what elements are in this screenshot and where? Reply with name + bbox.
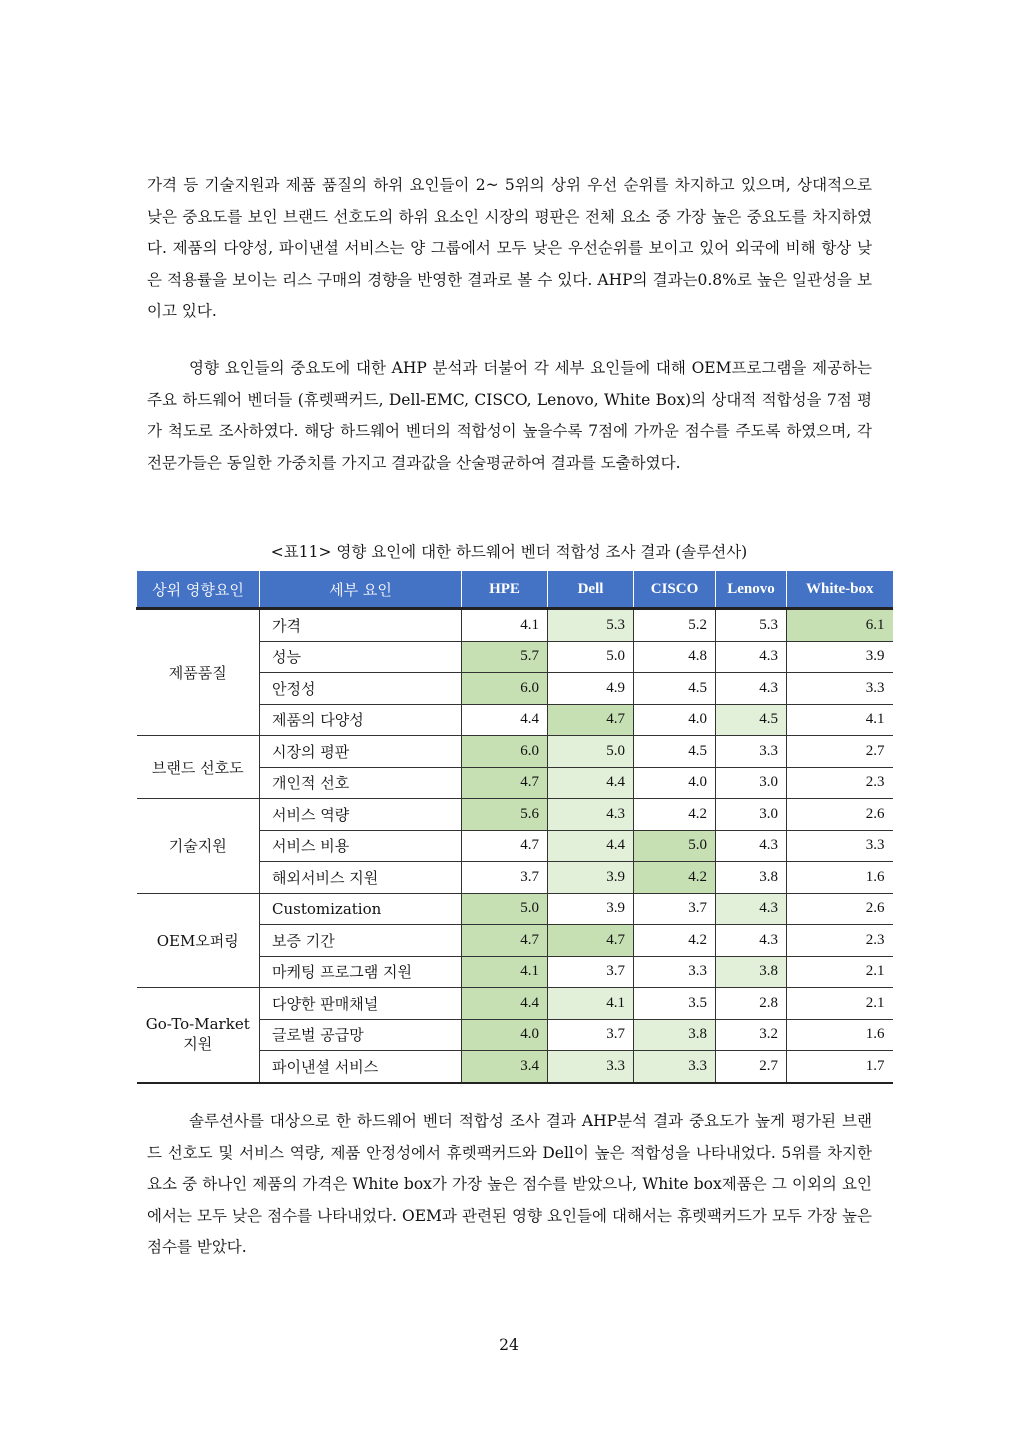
score-cell: 2.6 bbox=[787, 893, 893, 925]
score-cell: 4.3 bbox=[548, 799, 634, 831]
table-caption: <표11> 영향 요인에 대한 하드웨어 벤더 적합성 조사 결과 (솔루션사) bbox=[270, 543, 748, 561]
vendor-fitness-table bbox=[136, 571, 893, 1084]
table-header-row bbox=[137, 571, 893, 609]
score-cell: 4.5 bbox=[634, 673, 716, 705]
subfactor-cell: 서비스 역량 bbox=[260, 799, 462, 831]
score-cell: 4.0 bbox=[634, 704, 716, 736]
group-cell: OEM오퍼링 bbox=[137, 893, 260, 988]
score-cell: 2.7 bbox=[787, 736, 893, 768]
score-cell: 2.3 bbox=[787, 767, 893, 799]
score-cell: 4.7 bbox=[462, 767, 548, 799]
header-cell: 세부 요인 bbox=[260, 571, 462, 609]
subfactor-cell: 안정성 bbox=[260, 673, 462, 705]
score-cell: 4.4 bbox=[462, 704, 548, 736]
score-cell: 1.7 bbox=[787, 1051, 893, 1083]
score-cell: 3.3 bbox=[787, 830, 893, 862]
score-cell: 4.3 bbox=[716, 641, 787, 673]
score-cell: 4.7 bbox=[548, 925, 634, 957]
score-cell: 3.0 bbox=[716, 767, 787, 799]
subfactor-cell: 해외서비스 지원 bbox=[260, 862, 462, 894]
score-cell: 2.7 bbox=[716, 1051, 787, 1083]
subfactor-cell: 개인적 선호 bbox=[260, 767, 462, 799]
score-cell: 3.3 bbox=[716, 736, 787, 768]
score-cell: 3.8 bbox=[716, 862, 787, 894]
score-cell: 4.7 bbox=[548, 704, 634, 736]
score-cell: 4.0 bbox=[634, 767, 716, 799]
score-cell: 3.0 bbox=[716, 799, 787, 831]
score-cell: 5.7 bbox=[462, 641, 548, 673]
score-cell: 4.7 bbox=[462, 925, 548, 957]
score-cell: 2.3 bbox=[787, 925, 893, 957]
score-cell: 3.4 bbox=[462, 1051, 548, 1083]
score-cell: 5.0 bbox=[462, 893, 548, 925]
score-cell: 5.0 bbox=[548, 641, 634, 673]
score-cell: 3.9 bbox=[548, 893, 634, 925]
score-cell: 4.3 bbox=[716, 925, 787, 957]
subfactor-cell: Customization bbox=[260, 893, 462, 925]
paragraph-3 bbox=[147, 1106, 872, 1264]
score-cell: 5.3 bbox=[548, 609, 634, 642]
score-cell: 3.7 bbox=[634, 893, 716, 925]
paragraph-3-text: 솔루션사를 대상으로 한 하드웨어 벤더 적합성 조사 결과 AHP분석 결과 중요도가 높게 평가된 브랜드 선호도 및 서비스 역량, 제품 안정성에서 휴렛팩커드와 Dell이 높은 적합성을 나타내었다. 5위를 차지한 요소 중 하나인 제품의 가격은 White box가 가장 높은 점수를 받았으나, White box제품은 그 이외의 요인에서는 모두 낮은 점수를 나타내었다. OEM과 관련된 영향 요인들에 대해서는 휴렛팩커드가 모두 가장 높은 점수를 받았다. bbox=[147, 1112, 872, 1256]
score-cell: 3.2 bbox=[716, 1019, 787, 1051]
score-cell: 4.3 bbox=[716, 893, 787, 925]
page-number: 24 bbox=[499, 1336, 519, 1354]
score-cell: 2.6 bbox=[787, 799, 893, 831]
score-cell: 3.3 bbox=[634, 956, 716, 988]
header-cell: Dell bbox=[548, 571, 634, 609]
score-cell: 4.3 bbox=[716, 830, 787, 862]
score-cell: 6.1 bbox=[787, 609, 893, 642]
score-cell: 4.2 bbox=[634, 862, 716, 894]
score-cell: 3.7 bbox=[548, 1019, 634, 1051]
score-cell: 4.4 bbox=[548, 767, 634, 799]
score-cell: 5.3 bbox=[716, 609, 787, 642]
header-cell: Lenovo bbox=[716, 571, 787, 609]
score-cell: 4.1 bbox=[787, 704, 893, 736]
score-cell: 4.8 bbox=[634, 641, 716, 673]
subfactor-cell: 보증 기간 bbox=[260, 925, 462, 957]
score-cell: 4.7 bbox=[462, 830, 548, 862]
score-cell: 1.6 bbox=[787, 1019, 893, 1051]
score-cell: 5.2 bbox=[634, 609, 716, 642]
subfactor-cell: 서비스 비용 bbox=[260, 830, 462, 862]
table-body bbox=[137, 609, 893, 1083]
score-cell: 4.1 bbox=[462, 956, 548, 988]
score-cell: 4.5 bbox=[634, 736, 716, 768]
score-cell: 4.5 bbox=[716, 704, 787, 736]
score-cell: 2.8 bbox=[716, 988, 787, 1020]
score-cell: 2.1 bbox=[787, 988, 893, 1020]
score-cell: 5.0 bbox=[634, 830, 716, 862]
score-cell: 4.3 bbox=[716, 673, 787, 705]
score-cell: 3.5 bbox=[634, 988, 716, 1020]
subfactor-cell: 다양한 판매채널 bbox=[260, 988, 462, 1020]
score-cell: 5.6 bbox=[462, 799, 548, 831]
subfactor-cell: 가격 bbox=[260, 609, 462, 642]
score-cell: 3.3 bbox=[634, 1051, 716, 1083]
paragraph-2 bbox=[147, 353, 872, 479]
score-cell: 3.9 bbox=[787, 641, 893, 673]
score-cell: 6.0 bbox=[462, 673, 548, 705]
table-row bbox=[137, 736, 893, 768]
score-cell: 3.7 bbox=[548, 956, 634, 988]
table-row bbox=[137, 799, 893, 831]
score-cell: 3.7 bbox=[462, 862, 548, 894]
paragraph-1-text: 가격 등 기술지원과 제품 품질의 하위 요인들이 2~ 5위의 상위 우선 순위를 차지하고 있으며, 상대적으로 낮은 중요도를 보인 브랜드 선호도의 하위 요소인 시장의 평판은 전체 요소 중 가장 높은 중요도를 차지하였다. 제품의 다양성, 파이낸셜 서비스는 양 그룹에서 모두 낮은 우선순위를 보이고 있어 외국에 비해 항상 낮은 적용률을 보이는 리스 구매의 경향을 반영한 결과로 볼 수 있다. AHP의 결과는0.8%로 높은 일관성을 보이고 있다. bbox=[147, 176, 872, 320]
score-cell: 1.6 bbox=[787, 862, 893, 894]
score-cell: 4.9 bbox=[548, 673, 634, 705]
header-cell: White-box bbox=[787, 571, 893, 609]
table-row bbox=[137, 988, 893, 1020]
paragraph-1 bbox=[147, 170, 872, 328]
subfactor-cell: 성능 bbox=[260, 641, 462, 673]
subfactor-cell: 제품의 다양성 bbox=[260, 704, 462, 736]
score-cell: 3.9 bbox=[548, 862, 634, 894]
score-cell: 4.1 bbox=[462, 609, 548, 642]
score-cell: 5.0 bbox=[548, 736, 634, 768]
subfactor-cell: 마케팅 프로그램 지원 bbox=[260, 956, 462, 988]
header-cell: 상위 영향요인 bbox=[137, 571, 260, 609]
score-cell: 4.1 bbox=[548, 988, 634, 1020]
score-cell: 4.2 bbox=[634, 799, 716, 831]
score-cell: 3.8 bbox=[716, 956, 787, 988]
group-cell: 제품품질 bbox=[137, 609, 260, 736]
subfactor-cell: 글로벌 공급망 bbox=[260, 1019, 462, 1051]
table-row bbox=[137, 609, 893, 642]
group-cell: 브랜드 선호도 bbox=[137, 736, 260, 799]
group-cell: Go-To-Market 지원 bbox=[137, 988, 260, 1083]
subfactor-cell: 시장의 평판 bbox=[260, 736, 462, 768]
score-cell: 2.1 bbox=[787, 956, 893, 988]
group-cell: 기술지원 bbox=[137, 799, 260, 894]
subfactor-cell: 파이낸셜 서비스 bbox=[260, 1051, 462, 1083]
score-cell: 4.4 bbox=[462, 988, 548, 1020]
header-cell: HPE bbox=[462, 571, 548, 609]
score-cell: 6.0 bbox=[462, 736, 548, 768]
score-cell: 3.8 bbox=[634, 1019, 716, 1051]
paragraph-2-text: 영향 요인들의 중요도에 대한 AHP 분석과 더불어 각 세부 요인들에 대해 OEM프로그램을 제공하는 주요 하드웨어 벤더들 (휴렛팩커드, Dell-EMC, CISCO, Lenovo, White Box)의 상대적 적합성을 7점 평가 척도로 조사하였다. 해당 하드웨어 벤더의 적합성이 높을수록 7점에 가까운 점수를 주도록 하였으며, 각 전문가들은 동일한 가중치를 가지고 결과값을 산술평균하여 결과를 도출하였다. bbox=[147, 359, 872, 472]
table-row bbox=[137, 893, 893, 925]
score-cell: 4.4 bbox=[548, 830, 634, 862]
score-cell: 4.0 bbox=[462, 1019, 548, 1051]
score-cell: 3.3 bbox=[548, 1051, 634, 1083]
score-cell: 4.2 bbox=[634, 925, 716, 957]
header-cell: CISCO bbox=[634, 571, 716, 609]
score-cell: 3.3 bbox=[787, 673, 893, 705]
